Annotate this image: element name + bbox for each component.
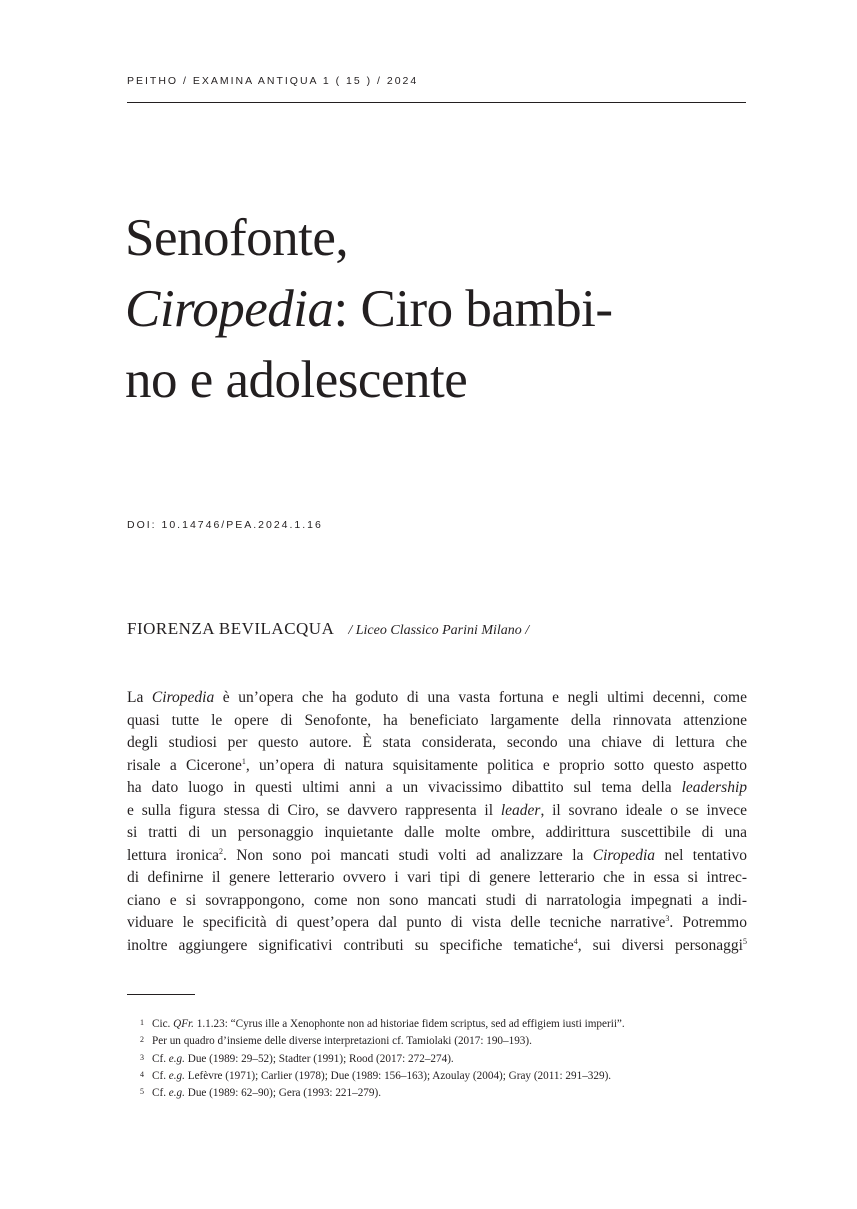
doi: DOI: 10.14746/PEA.2024.1.16 xyxy=(127,519,323,531)
footnote xyxy=(140,1085,752,1102)
italic-text: Ciropedia xyxy=(151,689,215,706)
text: e sulla figura stessa di Ciro, se davvero rappresenta il xyxy=(127,801,501,819)
text: Cf. xyxy=(152,1087,169,1100)
body-line: degli studiosi per questo autore. È stata considerata, secondo una chiave di lettura che xyxy=(127,734,747,751)
body-line: di definirne il genere letterario ovvero i vari tipi di genere letterario che in essa si intrec- xyxy=(127,869,747,886)
footnote-ref[interactable]: 1 xyxy=(241,756,246,766)
text: viduare le specificità di quest’opera dal punto di vista delle tecniche narrative xyxy=(127,914,666,931)
text: nel tentativo xyxy=(655,846,748,864)
body-line xyxy=(127,777,747,800)
text: , sui diversi personaggi xyxy=(577,936,743,954)
italic-text: e.g. xyxy=(168,1052,185,1065)
footnote xyxy=(140,1068,752,1085)
footnote-number: 1 xyxy=(140,1018,144,1027)
text: lettura ironica xyxy=(127,846,220,864)
text: è un’opera che ha goduto di una vasta fortuna e negli ultimi decenni, come xyxy=(214,689,747,706)
footnote-number: 4 xyxy=(140,1069,144,1079)
article-title xyxy=(125,203,765,416)
italic-text: leadership xyxy=(681,779,747,796)
title-line-1: Senofonte, xyxy=(125,209,349,267)
running-head: PEITHO / EXAMINA ANTIQUA 1 ( 15 ) / 2024 xyxy=(127,75,419,87)
text: Due (1989: 29–52); Stadter (1991); Rood (2017: 272–274). xyxy=(184,1052,454,1065)
body-line xyxy=(127,845,747,868)
footnote-ref[interactable]: 2 xyxy=(219,846,224,856)
body-line xyxy=(127,755,747,778)
text: inoltre aggiungere significativi contributi su specifiche tematiche xyxy=(127,936,574,954)
text: risale a Cicerone xyxy=(127,756,242,774)
author-line xyxy=(127,619,529,639)
text: 1.1.23: “Cyrus ille a Xenophonte non ad historiae fidem scriptus, sed ad effigiem iusti imperii”. xyxy=(193,1018,625,1030)
italic-text: e.g. xyxy=(168,1087,185,1100)
text: Due (1989: 62–90); Gera (1993: 221–279). xyxy=(184,1087,381,1100)
text: Cic. xyxy=(152,1018,174,1030)
body-line: quasi tutte le opere di Senofonte, ha beneficiato largamente della rinnovata attenzione xyxy=(127,711,747,729)
italic-text: QFr. xyxy=(173,1018,194,1030)
header-rule xyxy=(127,102,746,103)
text: Cf. xyxy=(152,1052,169,1065)
body-line: ciano e si sovrappongono, come non sono mancati studi di narratologia impegnati a indi- xyxy=(127,891,747,909)
body-line xyxy=(127,935,747,958)
footnotes xyxy=(140,1016,752,1102)
title-italic: Ciropedia xyxy=(125,280,334,338)
text: Lefèvre (1971); Carlier (1978); Due (1989: 156–163); Azoulay (2004); Gray (2011: 291–329). xyxy=(184,1069,612,1082)
footnote-number: 5 xyxy=(140,1087,144,1097)
author-affiliation: / Liceo Classico Parini Milano / xyxy=(348,623,530,638)
text: Cf. xyxy=(152,1069,169,1082)
footnote xyxy=(140,1016,752,1033)
footnote-number: 3 xyxy=(140,1052,144,1062)
text: , il sovrano ideale o se invece xyxy=(540,801,747,819)
text: Per un quadro d’insieme delle diverse interpretazioni cf. Tamiolaki (2017: 190–193). xyxy=(152,1035,532,1048)
text: . Non sono poi mancati studi volti ad analizzare la xyxy=(223,846,593,864)
body-line xyxy=(127,687,747,710)
body-line: si tratti di un personaggio inquietante dalle molte ombre, addirittura suscettibile di una xyxy=(127,824,747,841)
footnote xyxy=(140,1033,752,1050)
footnote xyxy=(140,1051,752,1068)
footnote-ref[interactable]: 3 xyxy=(665,913,670,923)
author-name: FIORENZA BEVILACQUA xyxy=(127,619,335,638)
title-line-2-rest: : Ciro bambi- xyxy=(333,280,613,338)
body-line xyxy=(127,800,747,823)
text: , un’opera di natura squisitamente politica e proprio sotto questo aspetto xyxy=(245,756,748,774)
footnote-ref[interactable]: 5 xyxy=(743,936,747,946)
text: La xyxy=(127,689,152,706)
footnote-number: 2 xyxy=(140,1035,144,1045)
title-line-2 xyxy=(125,274,765,345)
italic-text: e.g. xyxy=(168,1069,185,1082)
title-line-3: no e adolescente xyxy=(125,351,468,409)
body-line xyxy=(127,912,747,935)
body-paragraph xyxy=(127,687,747,957)
footnote-rule xyxy=(127,994,195,995)
footnote-ref[interactable]: 4 xyxy=(573,936,578,946)
italic-text: leader xyxy=(500,801,541,819)
text: . Potremmo xyxy=(669,914,747,931)
text: ha dato luogo in questi ultimi anni a un vivacissimo dibattito sul tema della xyxy=(127,779,682,796)
italic-text: Ciropedia xyxy=(592,846,656,864)
